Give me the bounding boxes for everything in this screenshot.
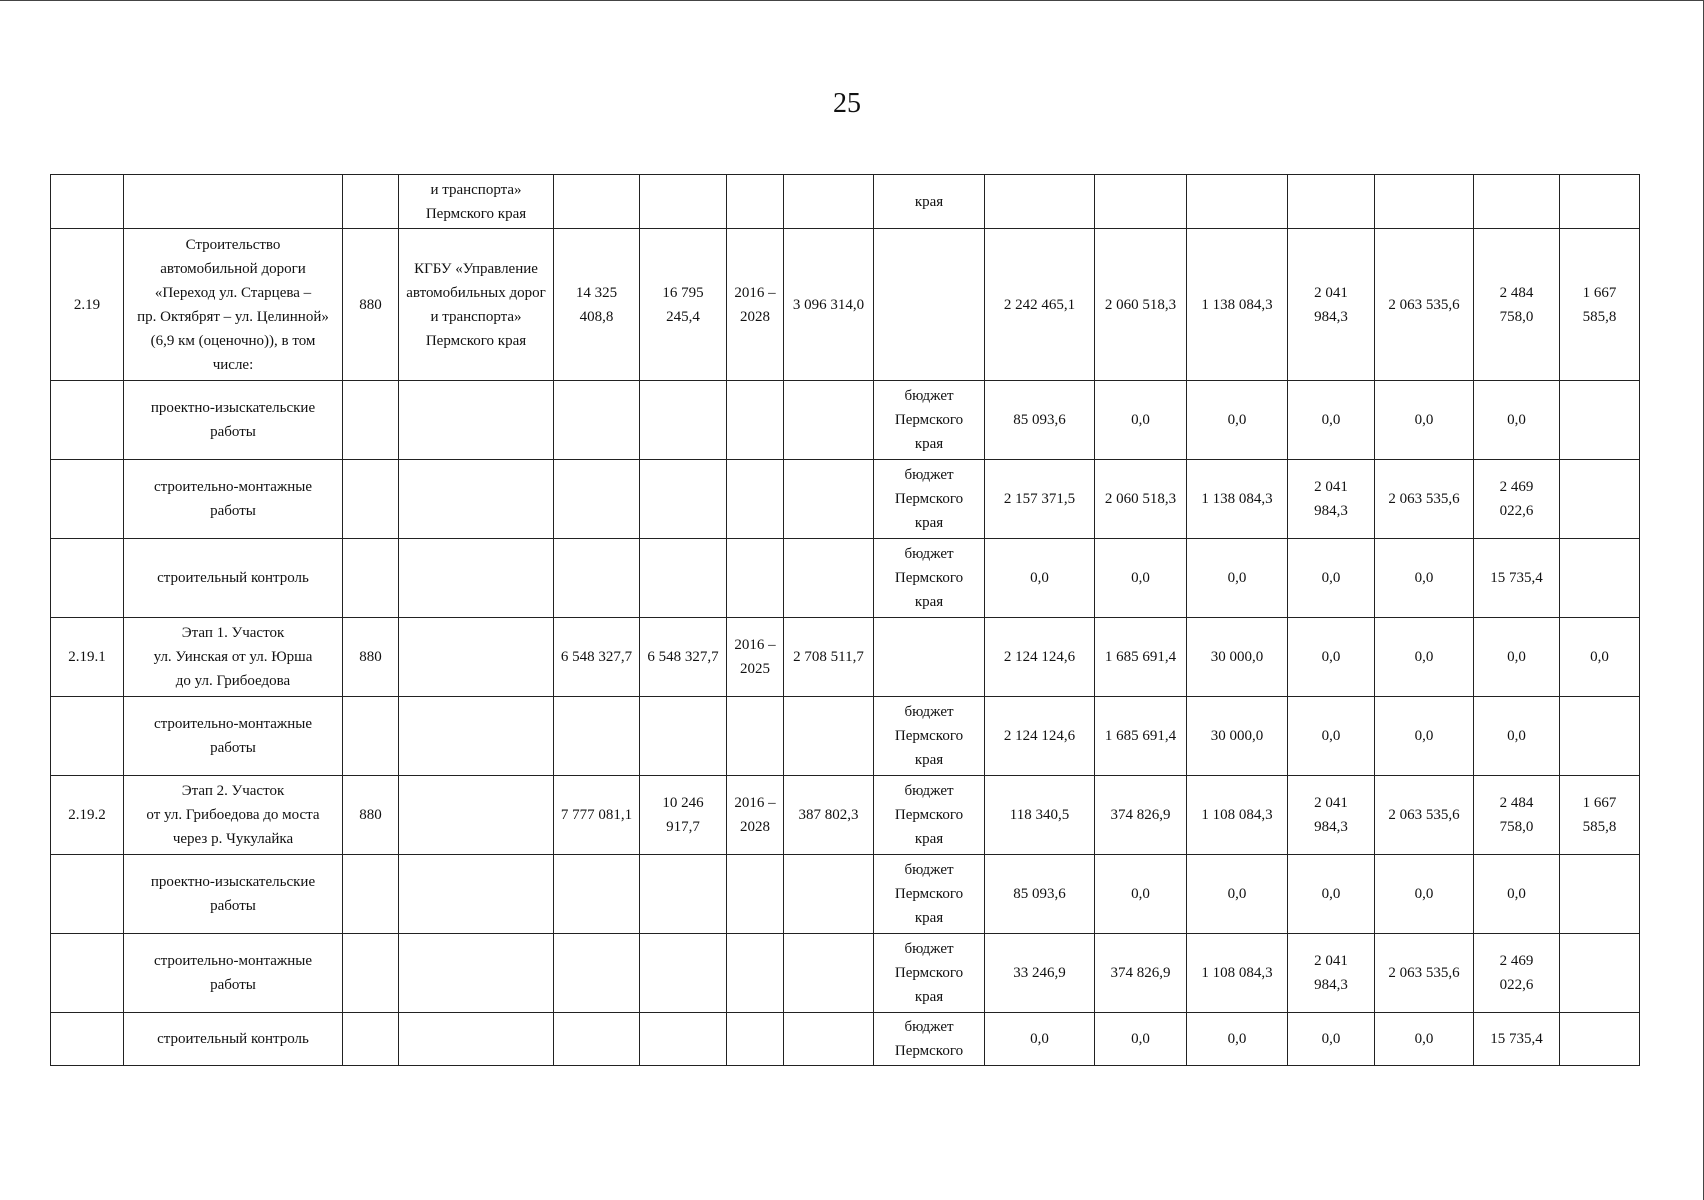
row-period — [727, 381, 784, 460]
row-year-value: 118 340,5 — [985, 776, 1095, 855]
row-period: 2016 – 2028 — [727, 229, 784, 381]
row-year-value — [1095, 175, 1187, 229]
row-estimated-cost — [640, 855, 727, 934]
row-estimated-cost — [640, 175, 727, 229]
table-row — [51, 934, 1640, 1013]
row-spent — [784, 460, 874, 539]
row-code: 2.19.2 — [51, 776, 124, 855]
row-name: Этап 2. Участок от ул. Грибоедова до моста через р. Чукулайка — [124, 776, 343, 855]
row-gr — [343, 539, 399, 618]
budget-table — [50, 174, 1640, 1066]
row-year-value: 0,0 — [985, 539, 1095, 618]
row-year-value: 1 138 084,3 — [1187, 229, 1288, 381]
row-code — [51, 855, 124, 934]
row-year-value: 374 826,9 — [1095, 934, 1187, 1013]
row-year-value: 2 242 465,1 — [985, 229, 1095, 381]
row-year-value — [1375, 175, 1474, 229]
row-name: Этап 1. Участок ул. Уинская от ул. Юрша до ул. Грибоедова — [124, 618, 343, 697]
row-year-value: 0,0 — [1187, 539, 1288, 618]
row-year-value: 0,0 — [985, 1013, 1095, 1066]
row-year-value: 2 484 758,0 — [1474, 776, 1560, 855]
row-year-value — [1474, 175, 1560, 229]
row-year-value: 2 124 124,6 — [985, 697, 1095, 776]
row-year-value: 2 041 984,3 — [1288, 460, 1375, 539]
row-gr — [343, 934, 399, 1013]
row-year-value: 0,0 — [1474, 618, 1560, 697]
row-year-value: 33 246,9 — [985, 934, 1095, 1013]
row-year-value: 30 000,0 — [1187, 618, 1288, 697]
row-source: бюджет Пермского края — [874, 934, 985, 1013]
row-year-value: 2 157 371,5 — [985, 460, 1095, 539]
row-code — [51, 381, 124, 460]
row-name: строительный контроль — [124, 1013, 343, 1066]
row-estimated-cost — [640, 934, 727, 1013]
row-code — [51, 539, 124, 618]
row-year-value: 2 041 984,3 — [1288, 934, 1375, 1013]
row-year-value — [1560, 934, 1640, 1013]
row-code — [51, 460, 124, 539]
row-year-value: 1 138 084,3 — [1187, 460, 1288, 539]
row-year-value: 15 735,4 — [1474, 539, 1560, 618]
row-year-value: 2 041 984,3 — [1288, 776, 1375, 855]
row-year-value — [1560, 460, 1640, 539]
row-source — [874, 618, 985, 697]
row-year-value: 0,0 — [1375, 539, 1474, 618]
row-spent — [784, 1013, 874, 1066]
row-year-value: 15 735,4 — [1474, 1013, 1560, 1066]
row-executor — [399, 460, 554, 539]
row-gr — [343, 1013, 399, 1066]
row-year-value: 0,0 — [1375, 618, 1474, 697]
row-total-cost — [554, 460, 640, 539]
row-source: бюджет Пермского — [874, 1013, 985, 1066]
row-year-value: 0,0 — [1375, 1013, 1474, 1066]
row-spent: 3 096 314,0 — [784, 229, 874, 381]
row-year-value — [1560, 381, 1640, 460]
row-year-value: 85 093,6 — [985, 381, 1095, 460]
row-spent — [784, 934, 874, 1013]
row-year-value: 85 093,6 — [985, 855, 1095, 934]
row-gr — [343, 381, 399, 460]
row-total-cost — [554, 855, 640, 934]
row-spent — [784, 381, 874, 460]
row-executor — [399, 381, 554, 460]
row-period: 2016 – 2025 — [727, 618, 784, 697]
row-executor — [399, 776, 554, 855]
row-total-cost — [554, 175, 640, 229]
row-year-value: 374 826,9 — [1095, 776, 1187, 855]
row-gr — [343, 460, 399, 539]
row-estimated-cost: 6 548 327,7 — [640, 618, 727, 697]
row-period — [727, 460, 784, 539]
row-executor — [399, 1013, 554, 1066]
row-year-value — [1560, 855, 1640, 934]
page-number: 25 — [833, 88, 861, 119]
row-year-value: 0,0 — [1288, 539, 1375, 618]
row-estimated-cost — [640, 539, 727, 618]
row-year-value: 2 063 535,6 — [1375, 229, 1474, 381]
row-year-value: 1 667 585,8 — [1560, 776, 1640, 855]
row-estimated-cost — [640, 1013, 727, 1066]
row-gr — [343, 855, 399, 934]
row-year-value: 0,0 — [1560, 618, 1640, 697]
row-year-value: 1 108 084,3 — [1187, 776, 1288, 855]
scan-edge-top — [0, 0, 1704, 1]
row-source: края — [874, 175, 985, 229]
row-year-value — [1187, 175, 1288, 229]
row-year-value — [1560, 697, 1640, 776]
row-executor — [399, 934, 554, 1013]
row-year-value: 0,0 — [1375, 697, 1474, 776]
row-name: проектно-изыскательские работы — [124, 855, 343, 934]
table-row — [51, 175, 1640, 229]
row-source: бюджет Пермского края — [874, 381, 985, 460]
row-year-value: 0,0 — [1288, 618, 1375, 697]
row-code — [51, 934, 124, 1013]
row-spent — [784, 855, 874, 934]
row-executor — [399, 618, 554, 697]
table-row — [51, 539, 1640, 618]
row-spent — [784, 697, 874, 776]
row-executor: и транспорта» Пермского края — [399, 175, 554, 229]
row-executor — [399, 697, 554, 776]
row-total-cost — [554, 539, 640, 618]
row-year-value: 0,0 — [1288, 855, 1375, 934]
row-period — [727, 855, 784, 934]
row-year-value: 2 060 518,3 — [1095, 460, 1187, 539]
row-year-value: 0,0 — [1187, 855, 1288, 934]
row-estimated-cost — [640, 381, 727, 460]
row-executor — [399, 539, 554, 618]
row-year-value: 0,0 — [1375, 855, 1474, 934]
row-total-cost: 14 325 408,8 — [554, 229, 640, 381]
table-row — [51, 460, 1640, 539]
row-year-value: 2 041 984,3 — [1288, 229, 1375, 381]
row-source: бюджет Пермского края — [874, 539, 985, 618]
row-total-cost — [554, 697, 640, 776]
row-source — [874, 229, 985, 381]
row-spent: 2 708 511,7 — [784, 618, 874, 697]
row-gr: 880 — [343, 229, 399, 381]
row-year-value: 0,0 — [1187, 1013, 1288, 1066]
row-executor: КГБУ «Управление автомобильных дорог и транспорта» Пермского края — [399, 229, 554, 381]
row-year-value: 1 685 691,4 — [1095, 618, 1187, 697]
row-year-value: 0,0 — [1474, 855, 1560, 934]
row-year-value — [1288, 175, 1375, 229]
row-year-value: 2 063 535,6 — [1375, 776, 1474, 855]
row-estimated-cost — [640, 697, 727, 776]
row-executor — [399, 855, 554, 934]
row-year-value: 0,0 — [1474, 697, 1560, 776]
row-year-value: 1 685 691,4 — [1095, 697, 1187, 776]
row-total-cost: 7 777 081,1 — [554, 776, 640, 855]
row-year-value: 0,0 — [1288, 697, 1375, 776]
row-gr — [343, 175, 399, 229]
row-name: строительно-монтажные работы — [124, 697, 343, 776]
table-row — [51, 697, 1640, 776]
row-name — [124, 175, 343, 229]
row-spent — [784, 539, 874, 618]
row-year-value: 0,0 — [1095, 855, 1187, 934]
row-year-value: 2 484 758,0 — [1474, 229, 1560, 381]
row-total-cost — [554, 381, 640, 460]
row-total-cost — [554, 934, 640, 1013]
row-year-value: 0,0 — [1095, 539, 1187, 618]
row-name: строительно-монтажные работы — [124, 460, 343, 539]
row-period — [727, 539, 784, 618]
table-row — [51, 381, 1640, 460]
row-estimated-cost: 10 246 917,7 — [640, 776, 727, 855]
row-name: строительно-монтажные работы — [124, 934, 343, 1013]
row-year-value: 2 469 022,6 — [1474, 460, 1560, 539]
row-period — [727, 934, 784, 1013]
row-source: бюджет Пермского края — [874, 776, 985, 855]
row-year-value: 0,0 — [1095, 1013, 1187, 1066]
row-code: 2.19 — [51, 229, 124, 381]
table-row — [51, 1013, 1640, 1066]
row-year-value — [985, 175, 1095, 229]
row-gr — [343, 697, 399, 776]
row-year-value: 2 063 535,6 — [1375, 460, 1474, 539]
row-year-value — [1560, 1013, 1640, 1066]
table-row — [51, 855, 1640, 934]
row-code — [51, 175, 124, 229]
table-row — [51, 618, 1640, 697]
row-name: строительный контроль — [124, 539, 343, 618]
row-period — [727, 1013, 784, 1066]
table-body — [51, 175, 1640, 1066]
row-source: бюджет Пермского края — [874, 460, 985, 539]
row-year-value: 2 469 022,6 — [1474, 934, 1560, 1013]
table-row — [51, 776, 1640, 855]
row-year-value — [1560, 539, 1640, 618]
row-year-value: 0,0 — [1375, 381, 1474, 460]
row-spent: 387 802,3 — [784, 776, 874, 855]
row-year-value: 0,0 — [1187, 381, 1288, 460]
row-year-value: 2 124 124,6 — [985, 618, 1095, 697]
row-year-value: 1 108 084,3 — [1187, 934, 1288, 1013]
row-year-value: 30 000,0 — [1187, 697, 1288, 776]
row-estimated-cost — [640, 460, 727, 539]
row-gr: 880 — [343, 776, 399, 855]
row-year-value: 0,0 — [1095, 381, 1187, 460]
row-year-value: 2 060 518,3 — [1095, 229, 1187, 381]
row-name: Строительство автомобильной дороги «Переход ул. Старцева – пр. Октябрят – ул. Целинной» (6,9 км (оценочно)), в том числе: — [124, 229, 343, 381]
row-period — [727, 697, 784, 776]
row-source: бюджет Пермского края — [874, 855, 985, 934]
row-code: 2.19.1 — [51, 618, 124, 697]
row-spent — [784, 175, 874, 229]
row-period: 2016 – 2028 — [727, 776, 784, 855]
row-total-cost: 6 548 327,7 — [554, 618, 640, 697]
row-code — [51, 697, 124, 776]
row-year-value: 0,0 — [1288, 1013, 1375, 1066]
row-name: проектно-изыскательские работы — [124, 381, 343, 460]
row-estimated-cost: 16 795 245,4 — [640, 229, 727, 381]
row-year-value: 1 667 585,8 — [1560, 229, 1640, 381]
row-period — [727, 175, 784, 229]
row-year-value: 0,0 — [1474, 381, 1560, 460]
row-year-value: 0,0 — [1288, 381, 1375, 460]
row-year-value: 2 063 535,6 — [1375, 934, 1474, 1013]
row-code — [51, 1013, 124, 1066]
row-total-cost — [554, 1013, 640, 1066]
table-row — [51, 229, 1640, 381]
row-year-value — [1560, 175, 1640, 229]
row-gr: 880 — [343, 618, 399, 697]
row-source: бюджет Пермского края — [874, 697, 985, 776]
